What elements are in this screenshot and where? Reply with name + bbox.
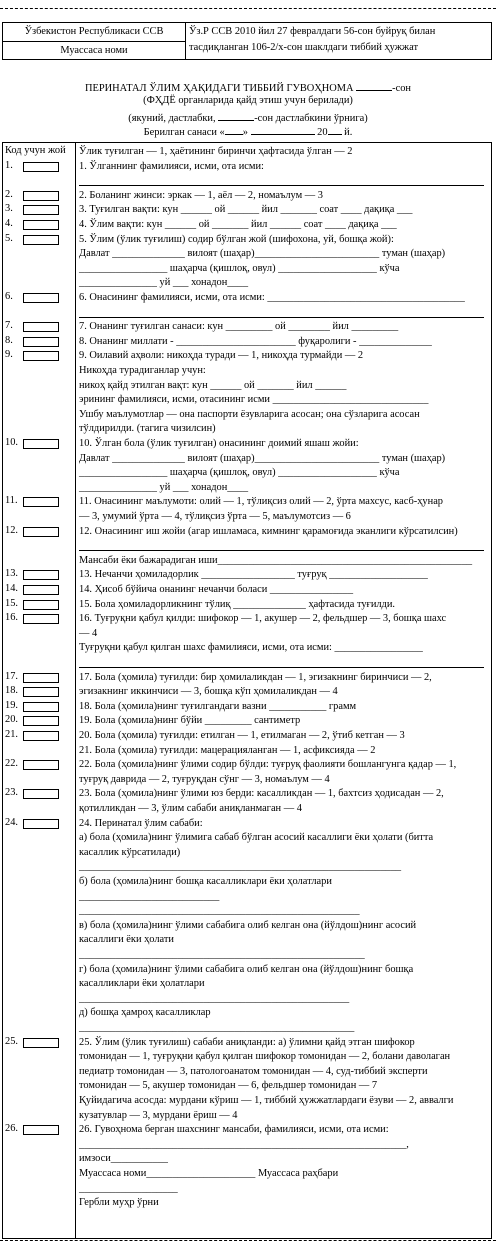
form-line: никоҳ қайд этилган вақт: кун ______ ой _______ йил ______ (79, 379, 347, 391)
code-box[interactable] (23, 1125, 59, 1135)
item-number: 4. (5, 218, 13, 229)
form-line: имзоси___________ (79, 1153, 168, 1165)
item-number: 9. (5, 349, 13, 361)
order-line-2: тасдиқланган 106-2/х-сон шаклдаги тиббий ҳужжат (189, 42, 418, 53)
form-line: 20. Бола (ҳомила) туғилди: етилган — 1, етилмаган — 2, ўтиб кетган — 3 (79, 730, 405, 741)
blank-answer-line[interactable] (79, 185, 484, 186)
item-number: 1. (5, 159, 13, 171)
form-line: а) бола (ҳомила)нинг ўлимига сабаб бўлган асосий касаллиги ёки ҳолати (битта (79, 832, 434, 844)
date-year-blank[interactable] (328, 124, 342, 135)
blank-answer-line[interactable] (79, 317, 484, 318)
form-line: томонидан — 1, туғруқни қабул қилган шифокор томонидан — 2, болани даволаган (79, 1051, 451, 1063)
code-box[interactable] (23, 760, 59, 770)
item-number: 21. (5, 729, 18, 740)
document-type-line: (якуний, дастлабки, -сон дастлабкини ўрнига) (0, 110, 496, 124)
form-line: 5. Ўлим (ўлик туғилиш) содир бўлган жой (шифохона, уй, бошқа жой): (79, 233, 394, 245)
order-line-1: Ўз.Р ССВ 2010 йил 27 февралдаги 56-сон буйруқ билан (189, 26, 436, 37)
code-box[interactable] (23, 162, 59, 172)
date-month-blank[interactable] (251, 124, 315, 135)
form-line: Давлат ______________ вилоят (шаҳар)________________________ туман (шаҳар) (79, 248, 446, 260)
code-column-header: Код учун жой (5, 145, 66, 156)
form-line: 2. Боланинг жинси: эркак — 1, аёл — 2, номаълум — 3 (79, 189, 323, 201)
code-box[interactable] (23, 351, 59, 361)
item-number: 17. (5, 670, 18, 682)
item-number: 13. (5, 568, 18, 580)
form-line: тўлдирилди. (тагига чизилсин) (79, 423, 216, 435)
item-number: 16. (5, 612, 18, 624)
code-box[interactable] (23, 600, 59, 610)
item-number: 3. (5, 203, 13, 215)
code-box[interactable] (23, 497, 59, 507)
form-line: — 4 (79, 627, 98, 639)
form-line: 1. Ўлганнинг фамилияси, исми, ота исми: (79, 160, 264, 172)
form-line: ___________________ (79, 1182, 178, 1194)
code-box[interactable] (23, 293, 59, 303)
certificate-form (2, 142, 492, 1239)
item-number: 7. (5, 320, 13, 332)
header-table (2, 22, 492, 60)
form-line: ____________________________________________________ (79, 992, 350, 1004)
date-day-blank[interactable] (225, 124, 243, 135)
item-number: 2. (5, 188, 13, 200)
form-line: _________________ шаҳарча (қишлоқ, овул) ___________________ кўча (79, 262, 400, 274)
form-line: 4. Ўлим вақти: кун ______ ой _______ йил ______ соат ____ дақиқа ___ (79, 219, 397, 230)
form-line: 19. Бола (ҳомила)нинг бўйи _________ сантиметр (79, 715, 301, 727)
form-line: Қуйидагича асосда: мурдани кўриш — 1, тиббий ҳужжатлардаги ёзуви — 2, аввалги (79, 1095, 454, 1106)
code-box[interactable] (23, 1038, 59, 1048)
code-box[interactable] (23, 205, 59, 215)
form-line: б) бола (ҳомила)нинг бошқа касалликлари ёки ҳолатлари (79, 876, 332, 887)
item-number: 18. (5, 685, 18, 697)
form-line: 18. Бола (ҳомила)нинг туғилгандаги вазни ___________ грамм (79, 700, 357, 712)
form-line: қотилликдан — 3, ўлим сабаби аниқланмаган — 4 (79, 803, 302, 814)
form-line: 9. Оилавий аҳволи: никоҳда туради — 1, никоҳда турмайди — 2 (79, 350, 364, 362)
item-number: 5. (5, 232, 13, 244)
blank-answer-line[interactable] (79, 667, 484, 668)
item-number: 14. (5, 583, 18, 594)
code-box[interactable] (23, 819, 59, 829)
form-line: ______________________________________________________________ (79, 861, 402, 873)
document-title: ПЕРИНАТАЛ ЎЛИМ ҲАҚИДАГИ ТИББИЙ ГУВОҲНОМА -сон (0, 80, 496, 94)
item-number: 15. (5, 597, 18, 609)
form-line: 25. Ўлим (ўлик туғилиш) сабаби аниқланди: а) ўлимни қайд этган шифокор (79, 1036, 415, 1048)
item-number: 24. (5, 816, 18, 828)
ministry-label: Ўзбекистон Республикаси ССВ (3, 23, 185, 42)
form-line: 17. Бола (ҳомила) туғилди: бир ҳомилаликдан — 1, эгизакнинг биринчиси — 2, (79, 671, 432, 683)
form-line: 3. Туғилган вақти: кун ______ ой ______ йил _______ соат ____ дақиқа ___ (79, 204, 413, 216)
form-line: Гербли муҳр ўрни (79, 1197, 159, 1209)
code-box[interactable] (23, 673, 59, 683)
code-box[interactable] (23, 439, 59, 449)
form-line: Никоҳда турадиганлар учун: (79, 365, 206, 376)
form-line: Давлат ______________ вилоят (шаҳар)________________________ туман (шаҳар) (79, 452, 446, 464)
form-line: _________________ шаҳарча (қишлоқ, овул) ___________________ кўча (79, 467, 400, 479)
code-box[interactable] (23, 191, 59, 201)
form-line: касаллик кўрсатилади) (79, 846, 181, 858)
form-line: Мансаби ёки бажарадиган иши_________________________________________________ (79, 554, 473, 566)
cut-line-top (0, 8, 496, 9)
form-line: 23. Бола (ҳомила)нинг ўлими юз берди: касалликдан — 1, бахтсиз ҳодисадан — 2, (79, 788, 444, 800)
form-line: эрининг фамилияси, исми, отасининг исми ______________________________ (79, 394, 429, 406)
code-box[interactable] (23, 614, 59, 624)
form-line: _______________ уй ___ хонадон____ (79, 277, 249, 289)
code-box[interactable] (23, 731, 59, 741)
code-column-divider (75, 143, 76, 1238)
blank-answer-line[interactable] (79, 550, 484, 551)
form-line: туғруқ даврида — 2, туғруқдан сўнг — 3, номаълум — 4 (79, 773, 330, 785)
form-line: ______________________________________________________ (79, 905, 360, 917)
form-line: томонидан — 5, акушер томонидан — 6, фельдшер томонидан — 7 (79, 1080, 378, 1092)
form-line: кузатувлар — 3, мурдани ёриш — 4 (79, 1109, 238, 1121)
form-line: 6. Онасининг фамилияси, исми, ота исми: ______________________________________ (79, 292, 465, 303)
form-line: 26. Гувоҳнома берган шахснинг мансаби, фамилияси, исми, ота исми: (79, 1124, 389, 1136)
form-line: 15. Бола ҳомиладорликнинг тўлиқ ______________ ҳафтасида туғилди. (79, 598, 396, 610)
form-line: 10. Ўлган бола (ўлик туғилган) онасининг доимий яшаш жойи: (79, 438, 359, 449)
form-line: _______________________________________________________________, (79, 1138, 409, 1150)
code-box[interactable] (23, 527, 59, 537)
item-number: 19. (5, 699, 18, 711)
item-number: 12. (5, 524, 18, 536)
code-box[interactable] (23, 716, 59, 726)
code-box[interactable] (23, 702, 59, 712)
form-line: _______________________________________________________ (79, 949, 365, 960)
code-box[interactable] (23, 789, 59, 799)
cut-line-bottom (0, 1240, 496, 1241)
form-line: в) бола (ҳомила)нинг ўлими сабабига олиб келган она (йўлдош)нинг асосий (79, 919, 417, 931)
form-line: эгизакнинг иккинчиси — 3, бошқа кўп ҳомилаликдан — 4 (79, 686, 338, 698)
code-box[interactable] (23, 220, 59, 230)
item-number: 11. (5, 495, 18, 507)
form-line: 16. Туғруқни қабул қилди: шифокор — 1, акушер — 2, фельдшер — 3, бошқа шахс (79, 613, 447, 625)
item-number: 6. (5, 291, 13, 302)
code-box[interactable] (23, 235, 59, 245)
form-line: 12. Онасининг иш жойи (агар ишламаса, кимнинг қарамоғида эканлиги кўрсатилсин) (79, 525, 458, 537)
form-line: касаллиги ёки ҳолати (79, 934, 174, 946)
header-left-cell (3, 23, 186, 59)
document-subtitle: (ФҲДЁ органларида қайд этиш учун берилади) (143, 95, 353, 106)
code-box[interactable] (23, 687, 59, 697)
code-box[interactable] (23, 322, 59, 332)
number-blank[interactable] (356, 80, 392, 91)
item-number: 8. (5, 334, 13, 346)
form-line: педиатр томонидан — 3, патологоанатом томонидан — 4, суд-тиббий эксперти (79, 1065, 428, 1077)
form-line: _____________________________________________________ (79, 1022, 355, 1033)
item-number: 26. (5, 1123, 18, 1135)
form-line: Ўлик туғилган — 1, ҳаётининг биринчи ҳафтасида ўлган — 2 (79, 146, 353, 157)
item-number: 23. (5, 787, 18, 799)
form-line: 13. Нечанчи ҳомиладорлик __________________ туғруқ ___________________ (79, 569, 428, 581)
form-line: 7. Онанинг туғилган санаси: кун _________ ой ________ йил _________ (79, 321, 399, 333)
code-box[interactable] (23, 585, 59, 595)
form-line: касалликлари ёки ҳолатлари (79, 978, 205, 990)
item-number: 20. (5, 714, 18, 726)
form-line: 24. Перинатал ўлим сабаби: (79, 817, 203, 829)
item-number: 25. (5, 1035, 18, 1047)
form-line: г) бола (ҳомила)нинг ўлими сабабига олиб келган она (йўлдош)нинг бошқа (79, 963, 414, 975)
form-line: 8. Онанинг миллати - _______________________ фуқаролиги - ______________ (79, 335, 432, 347)
form-line: 11. Онасининг маълумоти: олий — 1, тўлиқсиз олий — 2, ўрта махсус, касб-ҳунар (79, 496, 443, 508)
item-number: 10. (5, 437, 18, 448)
form-line: Ушбу маълумотлар — она паспорти ёзувларига асосан; она сўзларига асосан (79, 408, 420, 420)
code-box[interactable] (23, 337, 59, 347)
form-line: 22. Бола (ҳомила)нинг ўлими содир бўлди: туғруқ фаолияти бошлангунга қадар — 1, (79, 759, 457, 771)
replacement-number-blank[interactable] (218, 110, 254, 121)
form-line: д) бошқа ҳамроҳ касалликлар (79, 1007, 211, 1019)
item-number: 22. (5, 758, 18, 770)
form-line: Туғруқни қабул қилган шахс фамилияси, исми, ота исми: _________________ (79, 642, 423, 654)
form-line: ___________________________ (79, 890, 220, 902)
issue-date-line: Берилган санаси « » 20 й. (0, 124, 496, 138)
header-right-cell (189, 24, 489, 56)
code-box[interactable] (23, 570, 59, 580)
form-line: 14. Ҳисоб бўйича онанинг нечанчи боласи ________________ (79, 584, 354, 595)
form-line: _______________ уй ___ хонадон____ (79, 481, 249, 493)
form-line: — 3, умумий ўрта — 4, тўлиқсиз ўрта — 5, маълумотсиз — 6 (79, 511, 351, 522)
institution-label: Муассаса номи (60, 45, 128, 56)
form-line: 21. Бола (ҳомила) туғилди: мацерацияланган — 1, асфиксияда — 2 (79, 744, 376, 756)
form-line: Муассаса номи_____________________ Муассаса раҳбари (79, 1168, 339, 1179)
